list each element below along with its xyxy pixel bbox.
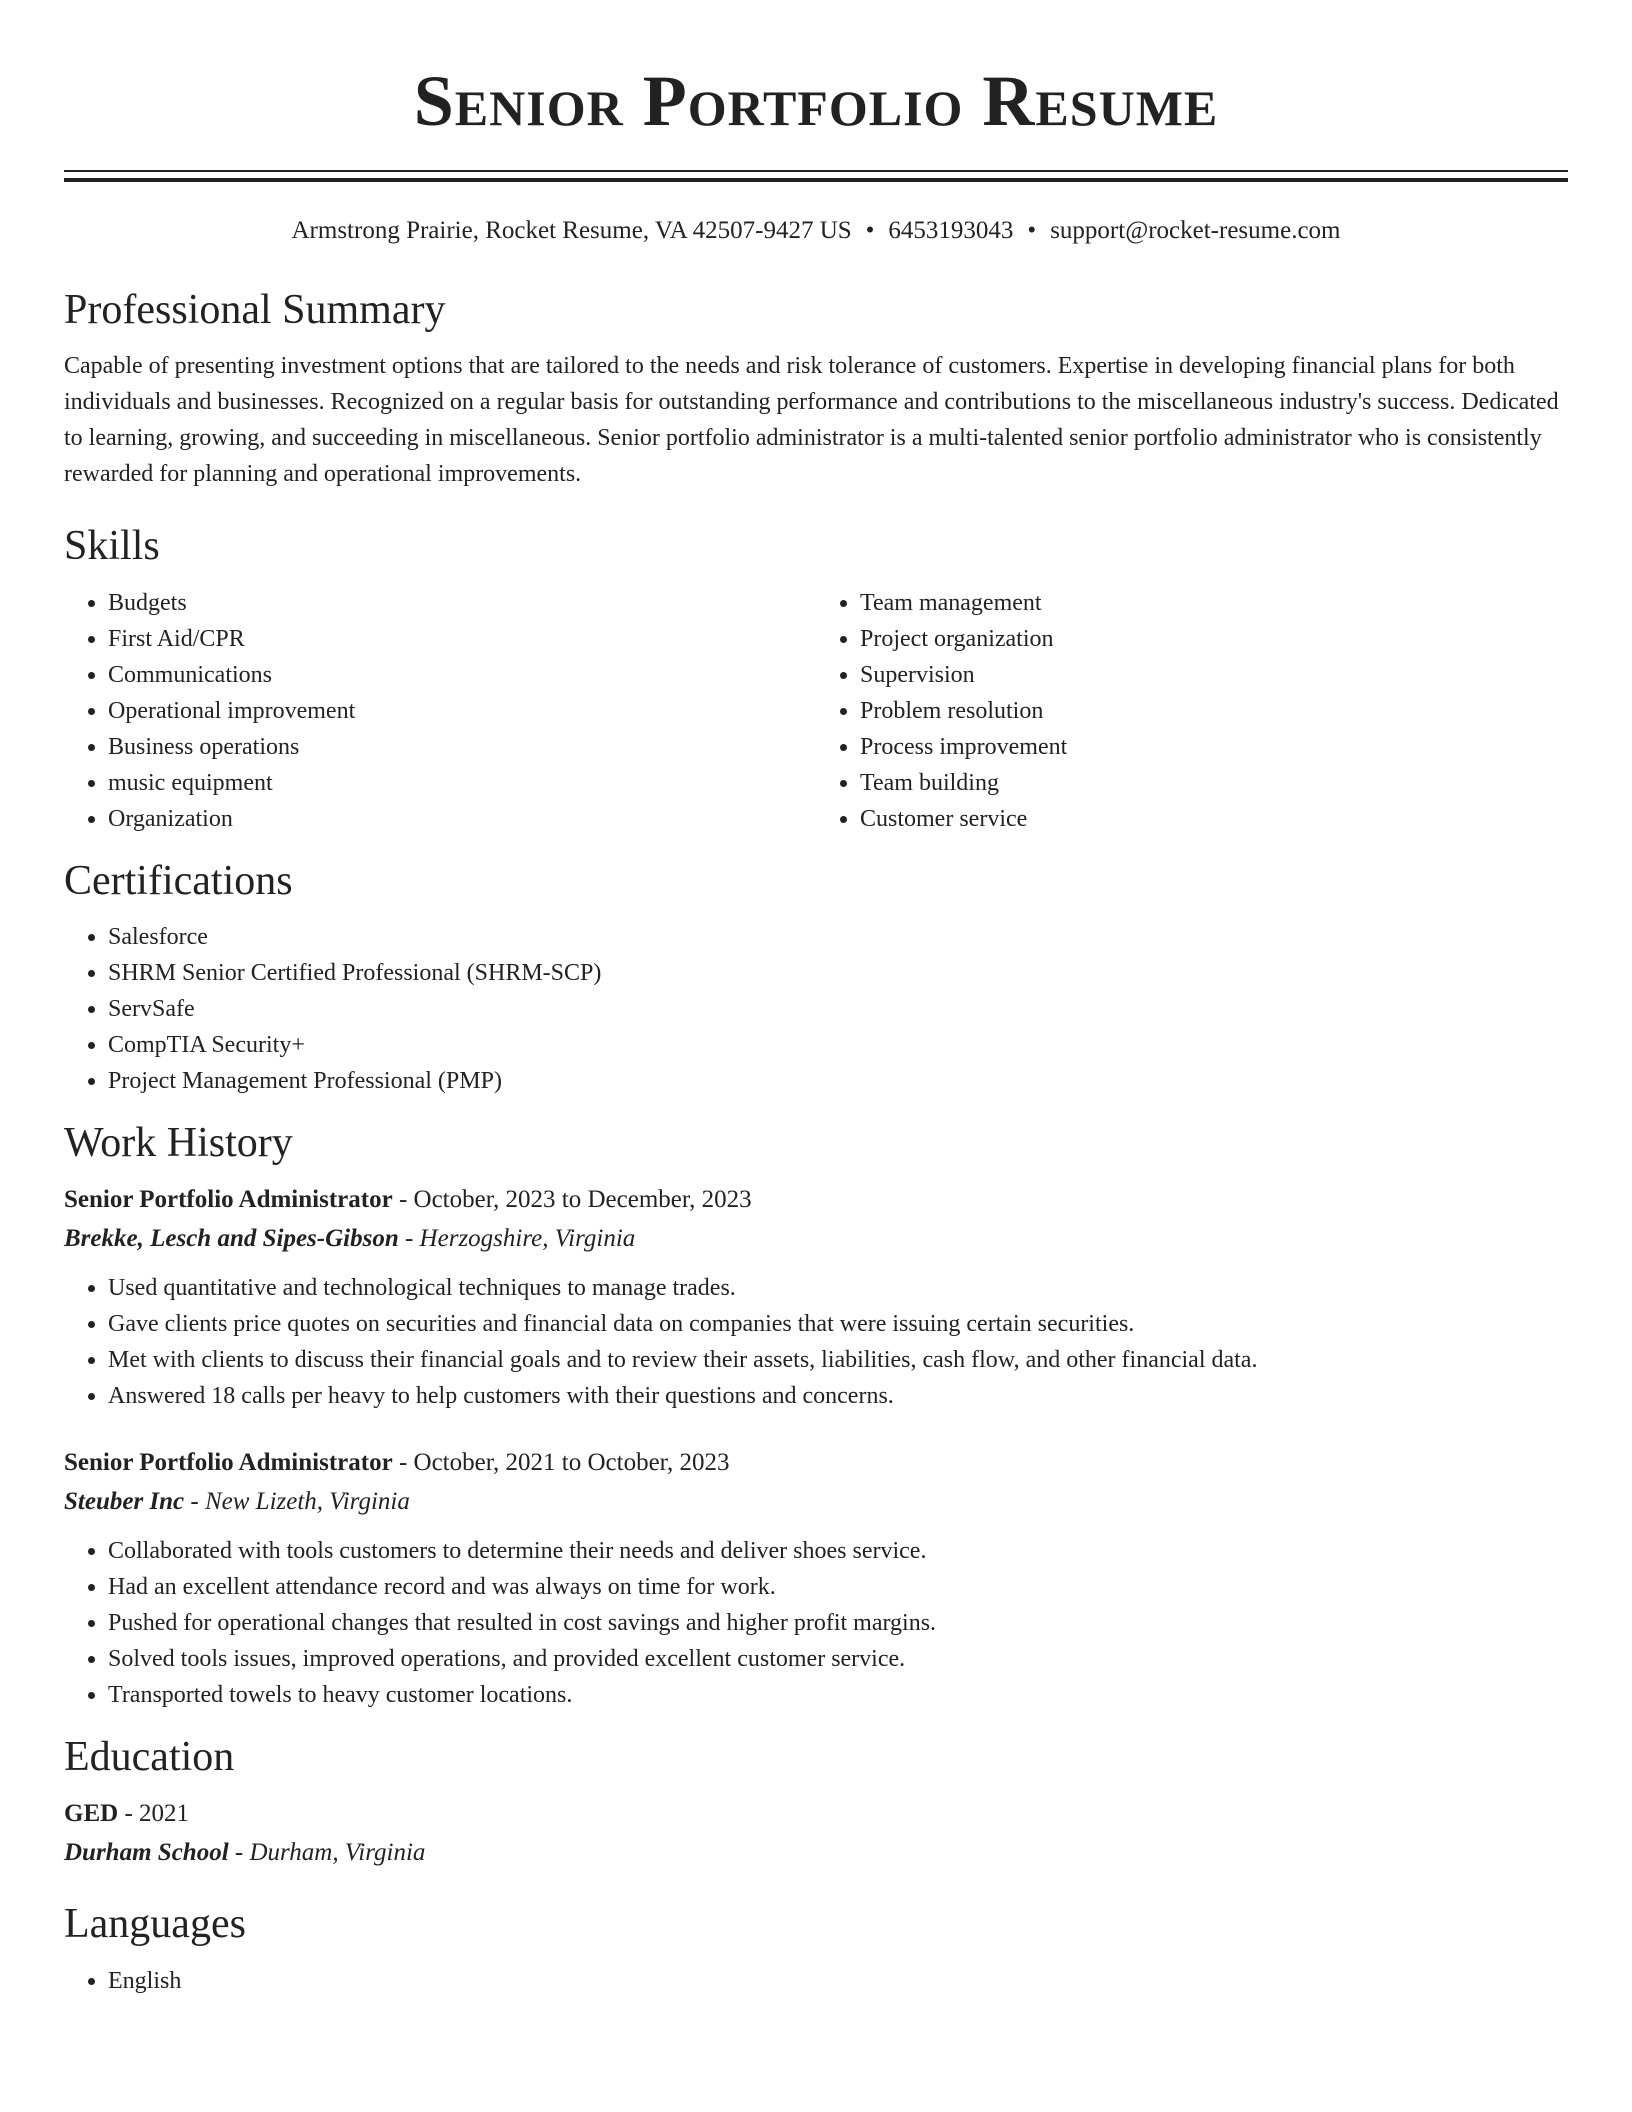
job-duty-item: • Collaborated with tools customers to determine their needs and deliver shoes service. (108, 1533, 1568, 1569)
skill-item: • Budgets (108, 585, 816, 621)
education-entry (64, 1795, 1568, 1872)
school-location: - Durham, Virginia (228, 1839, 426, 1867)
skill-item: • Organization (108, 801, 816, 837)
education-heading: Education (64, 1734, 235, 1781)
skills-heading: Skills (64, 523, 160, 570)
skill-item: • Communications (108, 657, 816, 693)
employer-name: Steuber Inc (64, 1488, 185, 1516)
job-duty-item: • Transported towels to heavy customer locations. (108, 1677, 1568, 1713)
skill-item: • Team building (860, 765, 1568, 801)
job-duties-list (64, 1270, 1568, 1414)
employer-line (64, 1219, 1568, 1258)
skill-item: • Team management (860, 585, 1568, 621)
job-duty-item: • Pushed for operational changes that resulted in cost savings and higher profit margins. (108, 1605, 1568, 1641)
certification-item: • ServSafe (108, 991, 1568, 1027)
employer-location: - New Lizeth, Virginia (184, 1488, 410, 1516)
school-line (64, 1833, 1568, 1872)
certification-item: • SHRM Senior Certified Professional (SHRM-SCP) (108, 955, 1568, 991)
skill-item: • Operational improvement (108, 693, 816, 729)
contact-separator: • (1027, 217, 1037, 244)
job-title: Senior Portfolio Administrator (64, 1186, 393, 1214)
job-dates: - October, 2023 to December, 2023 (392, 1186, 752, 1214)
job-duty-item: • Solved tools issues, improved operations, and provided excellent customer service. (108, 1641, 1568, 1677)
title-divider-thin (64, 170, 1568, 172)
job-duties-list (64, 1533, 1568, 1713)
job-entry (64, 1181, 1568, 1414)
skill-item: • Customer service (860, 801, 1568, 837)
skill-item: • Process improvement (860, 729, 1568, 765)
degree-line (64, 1795, 1568, 1833)
title-divider-thick (64, 178, 1568, 182)
employer-location: - Herzogshire, Virginia (398, 1225, 636, 1253)
job-duty-item: • Answered 18 calls per heavy to help customers with their questions and concerns. (108, 1378, 1568, 1414)
summary-text: Capable of presenting investment options that are tailored to the needs and risk tolerance of customers. Expertise in developing financial plans for both individuals and businesses. Recognized on a regular basis for outstanding performance and contributions to the miscellaneous industry's success. Dedicated to learning, growing, and succeeding in miscellaneous. Senior portfolio administrator is a multi-talented senior portfolio administrator who is consistently rewarded for planning and operational improvements. (64, 353, 1559, 488)
certifications-list (64, 919, 1568, 1099)
contact-address: Armstrong Prairie, Rocket Resume, VA 42507-9427 US (291, 217, 852, 244)
contact-separator: • (865, 217, 875, 244)
job-duty-item: • Gave clients price quotes on securities and financial data on companies that were issuing certain securities. (108, 1306, 1568, 1342)
certification-item: • CompTIA Security+ (108, 1027, 1568, 1063)
job-entry (64, 1444, 1568, 1713)
skill-item: • music equipment (108, 765, 816, 801)
summary-heading: Professional Summary (64, 287, 446, 333)
certification-item: • Project Management Professional (PMP) (108, 1063, 1568, 1099)
languages-heading: Languages (64, 1901, 246, 1948)
degree-name: GED (64, 1800, 119, 1828)
skill-item: • First Aid/CPR (108, 621, 816, 657)
page-title: Senior Portfolio Resume (413, 61, 1219, 141)
skill-item: • Business operations (108, 729, 816, 765)
contact-phone: 6453193043 (888, 217, 1014, 244)
work-history-heading: Work History (64, 1119, 293, 1166)
skill-item: • Supervision (860, 657, 1568, 693)
employer-name: Brekke, Lesch and Sipes-Gibson (64, 1225, 399, 1253)
job-title: Senior Portfolio Administrator (64, 1449, 393, 1477)
job-title-line (64, 1181, 1568, 1219)
contact-email: support@rocket-resume.com (1050, 217, 1341, 244)
degree-year: - 2021 (118, 1800, 190, 1828)
skills-list (64, 585, 1568, 837)
school-name: Durham School (64, 1839, 229, 1867)
job-duty-item: • Used quantitative and technological techniques to manage trades. (108, 1270, 1568, 1306)
skill-item: • Project organization (860, 621, 1568, 657)
job-duty-item: • Had an excellent attendance record and was always on time for work. (108, 1569, 1568, 1605)
skills-column-left (64, 585, 816, 837)
skills-column-right (816, 585, 1568, 837)
language-item: • English (108, 1963, 1568, 1999)
contact-line (64, 216, 1568, 246)
job-title-line (64, 1444, 1568, 1482)
job-duty-item: • Met with clients to discuss their financial goals and to review their assets, liabilities, cash flow, and other financial data. (108, 1342, 1568, 1378)
job-dates: - October, 2021 to October, 2023 (392, 1449, 730, 1477)
languages-list (64, 1963, 1568, 1999)
employer-line (64, 1482, 1568, 1521)
skill-item: • Problem resolution (860, 693, 1568, 729)
certifications-heading: Certifications (64, 857, 293, 904)
certification-item: • Salesforce (108, 919, 1568, 955)
